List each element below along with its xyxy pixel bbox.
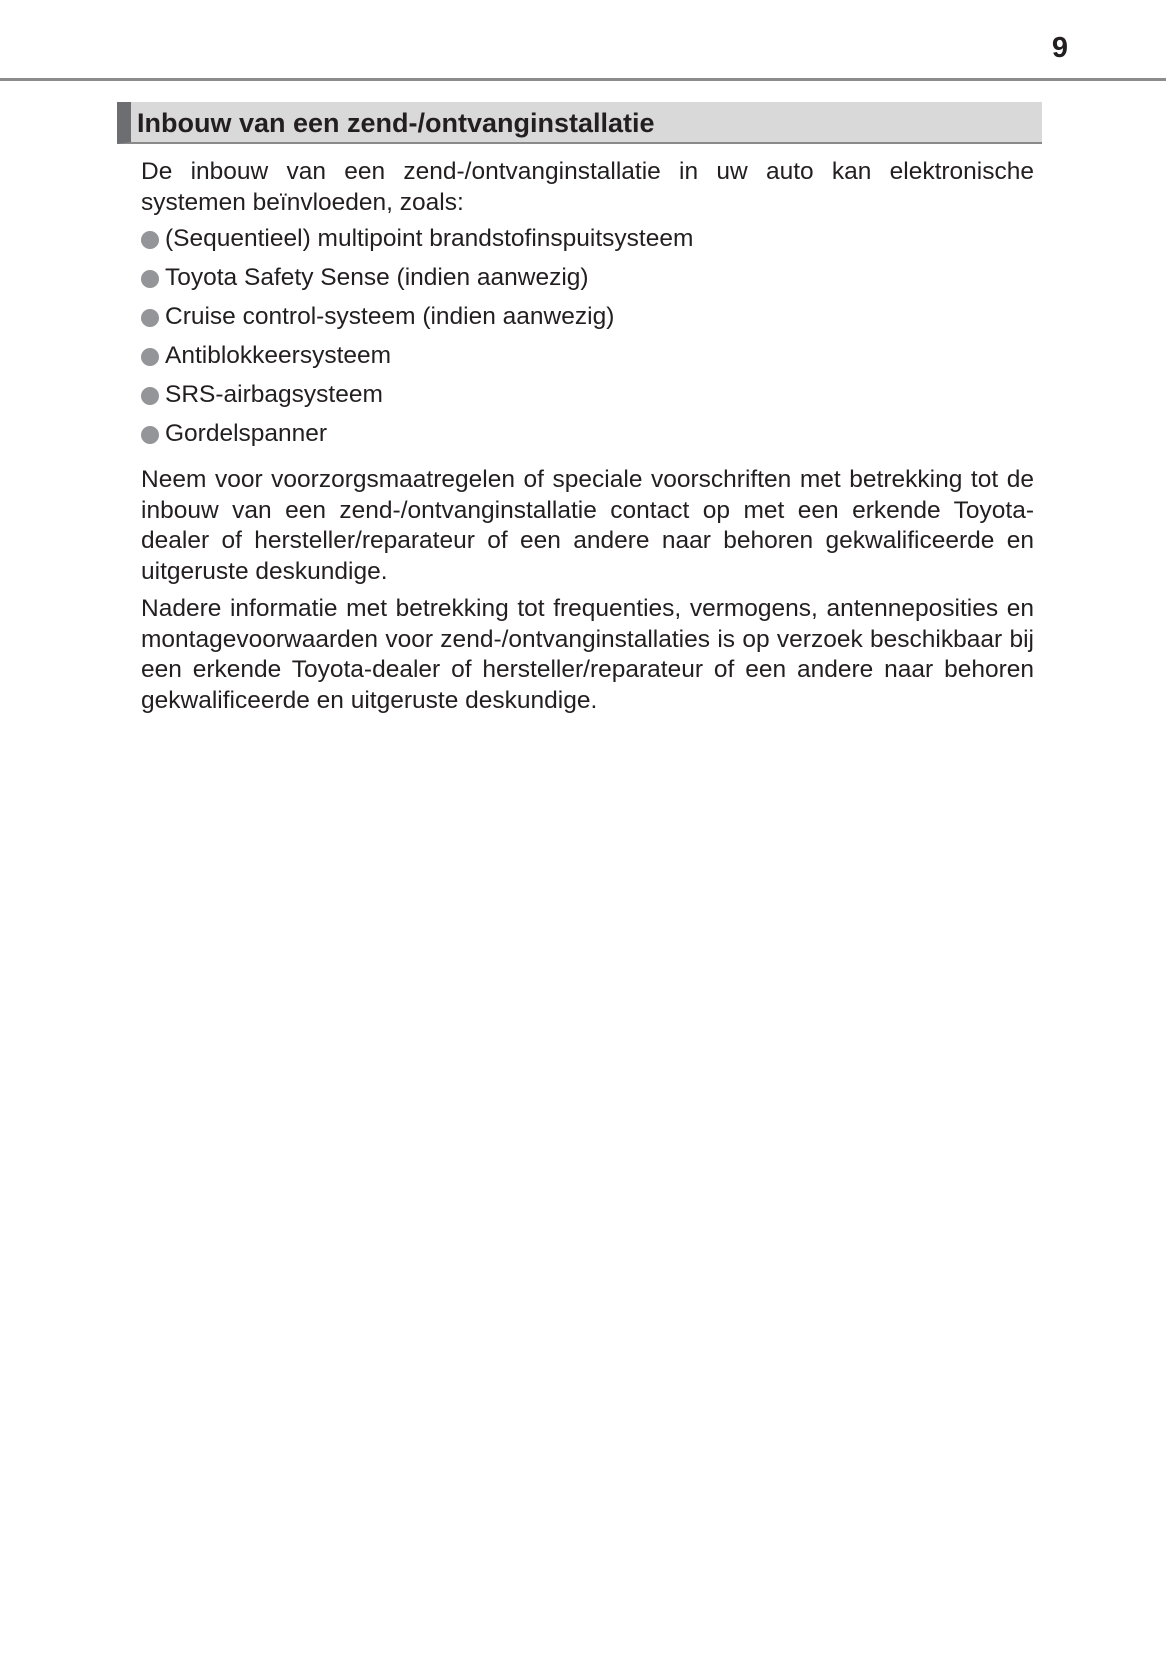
list-item: [141, 263, 1034, 302]
bullet-icon: [141, 270, 159, 288]
affected-systems-list: [141, 224, 1034, 458]
contact-dealer-paragraph: Neem voor voorzorgsmaatregelen of speciale voorschriften met betrekking tot de inbouw van een zend-/ontvanginstallatie contact op met een erkende Toyota-dealer of hersteller/reparateur of een andere naar behoren gekwalificeerde en uitgeruste deskundige.: [141, 466, 1034, 585]
list-item: [141, 380, 1034, 419]
bullet-icon: [141, 231, 159, 249]
bullet-icon: [141, 348, 159, 366]
bullet-icon: [141, 309, 159, 327]
bullet-icon: [141, 387, 159, 405]
list-item: [141, 224, 1034, 263]
list-item-label: SRS-airbagsysteem: [165, 381, 383, 408]
list-item-label: Cruise control-systeem (indien aanwezig): [165, 303, 615, 330]
list-item: [141, 341, 1034, 380]
list-item-label: Gordelspanner: [165, 420, 328, 447]
list-item-label: (Sequentieel) multipoint brandstofinspuitsysteem: [165, 225, 694, 252]
further-information-paragraph: Nadere informatie met betrekking tot frequenties, vermogens, antenneposities en montagevoorwaarden voor zend-/ontvanginstallaties is op verzoek beschikbaar bij een erkende Toyota-dealer of hersteller/reparateur of een andere naar behoren gekwalificeerde en uitgeruste deskundige.: [141, 595, 1034, 714]
list-item-label: Toyota Safety Sense (indien aanwezig): [165, 264, 589, 291]
list-item: [141, 419, 1034, 458]
section-title: Inbouw van een zend-/ontvanginstallatie: [137, 108, 655, 138]
page-number: 9: [1051, 32, 1069, 64]
list-item: [141, 302, 1034, 341]
bullet-icon: [141, 426, 159, 444]
header-rule: [0, 78, 1166, 81]
section-body: [141, 157, 1034, 716]
intro-paragraph: De inbouw van een zend-/ontvanginstallatie in uw auto kan elektronische systemen beïnvloeden, zoals:: [141, 158, 1034, 216]
list-item-label: Antiblokkeersysteem: [165, 342, 392, 369]
section-heading: [117, 102, 1042, 144]
